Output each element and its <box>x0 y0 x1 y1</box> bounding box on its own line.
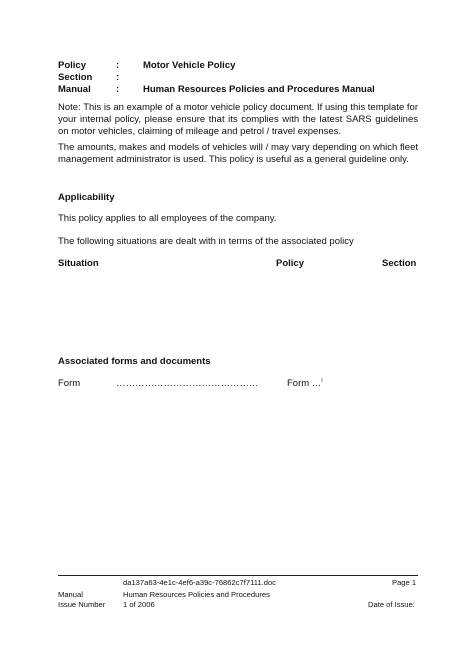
header-policy-sep: : <box>116 60 120 71</box>
table-header-situation: Situation <box>58 258 99 269</box>
header-manual-sep: : <box>116 84 120 95</box>
footer-issue-value: 1 of 2006 <box>123 600 155 609</box>
amounts-paragraph: The amounts, makes and models of vehicles will / may vary depending on which fleet management administrator is used. This policy is useful as a general guideline only. <box>58 142 418 165</box>
footer-manual-value: Human Resources Policies and Procedures <box>123 590 270 599</box>
form-right-text: Form … <box>287 378 322 390</box>
applicability-text-2: The following situations are dealt with in terms of the associated policy <box>58 236 354 247</box>
footnote-mark: i <box>321 378 323 384</box>
applicability-heading: Applicability <box>58 192 115 203</box>
applicability-text-1: This policy applies to all employees of the company. <box>58 213 277 224</box>
form-right-label <box>287 378 323 389</box>
header-section-sep: : <box>116 72 120 83</box>
footer-rule <box>58 575 418 576</box>
header-policy-label: Policy <box>58 60 86 71</box>
form-label: Form <box>58 378 81 389</box>
form-dots: ……………………………………… <box>116 378 259 389</box>
footer-page: Page 1 <box>392 578 417 587</box>
footer-date-label: Date of Issue: <box>368 600 415 609</box>
header-section-label: Section <box>58 72 93 83</box>
footer-filename: da137a63-4e1c-4ef6-a39c-76862c7f7111.doc <box>123 578 276 587</box>
header-policy-value: Motor Vehicle Policy <box>143 60 236 71</box>
header-manual-value: Human Resources Policies and Procedures Manual <box>143 84 375 95</box>
table-header-section: Section <box>382 258 417 269</box>
note-paragraph: Note: This is an example of a motor vehicle policy document. If using this template for your internal policy, please ensure that its complies with the latest SARS guidelines on motor vehicles, claiming of mileage and petrol / travel expenses. <box>58 102 418 137</box>
associated-heading: Associated forms and documents <box>58 356 211 367</box>
header-manual-label: Manual <box>58 84 91 95</box>
table-header-policy: Policy <box>276 258 304 269</box>
footer-manual-label: Manual <box>58 590 83 599</box>
footer-issue-label: Issue Number <box>58 600 106 609</box>
